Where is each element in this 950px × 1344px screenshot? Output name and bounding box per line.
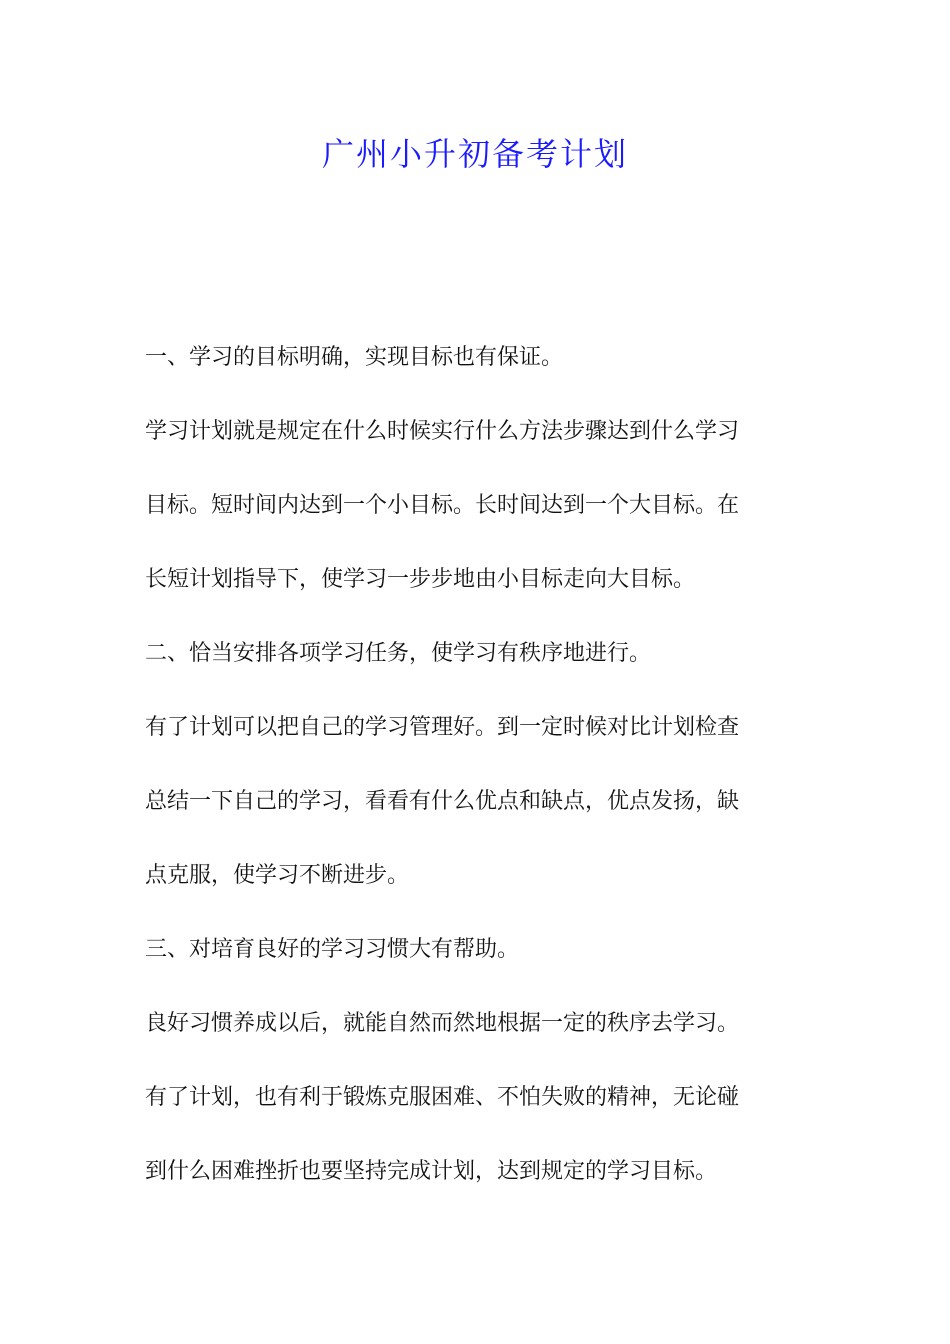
section-2-heading: 二、恰当安排各项学习任务，使学习有秩序地进行。 (145, 641, 652, 666)
section-1-heading: 一、学习的目标明确，实现目标也有保证。 (145, 345, 564, 370)
section-1-line-3: 长短计划指导下，使学习一步步地由小目标走向大目标。 (145, 567, 696, 592)
section-3-line-1: 良好习惯养成以后，就能自然而然地根据一定的秩序去学习。 (145, 1011, 740, 1036)
section-3-heading: 三、对培育良好的学习习惯大有帮助。 (145, 937, 520, 962)
section-2-line-3: 点克服，使学习不断进步。 (145, 863, 410, 888)
section-2-line-2: 总结一下自己的学习，看看有什么优点和缺点，优点发扬，缺 (145, 789, 740, 814)
section-3-line-2: 有了计划，也有利于锻炼克服困难、不怕失败的精神，无论碰 (145, 1085, 740, 1110)
section-3-line-3: 到什么困难挫折也要坚持完成计划，达到规定的学习目标。 (145, 1159, 718, 1184)
section-1-line-1: 学习计划就是规定在什么时候实行什么方法步骤达到什么学习 (145, 419, 740, 444)
page-title: 广州小升初备考计划 (321, 135, 628, 173)
document-body (145, 339, 807, 1190)
section-2-line-1: 有了计划可以把自己的学习管理好。到一定时候对比计划检查 (145, 715, 740, 740)
section-1-line-2: 目标。短时间内达到一个小目标。长时间达到一个大目标。在 (145, 493, 740, 518)
